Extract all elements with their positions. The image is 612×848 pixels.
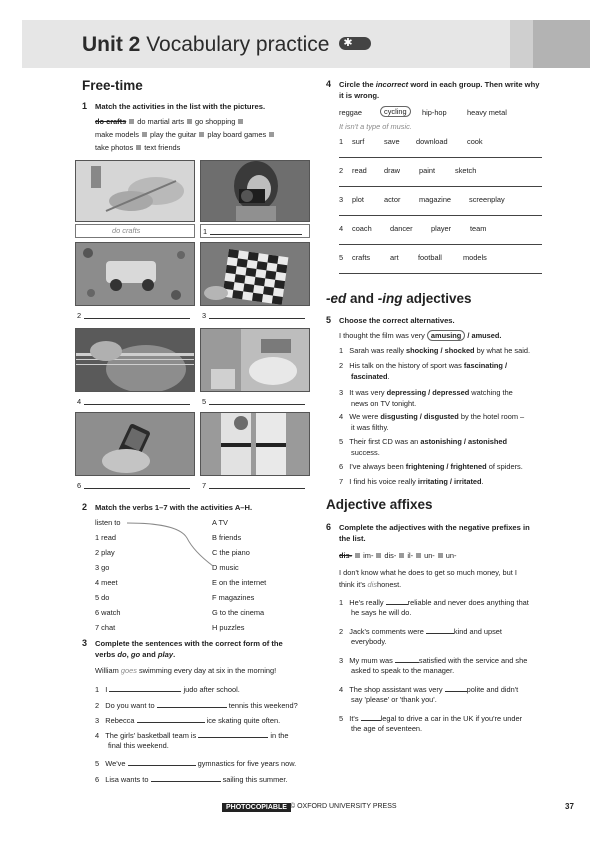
q5-item-7: 7 I find his voice really irritating / irritated. xyxy=(339,477,484,486)
verb-item: 3 go xyxy=(95,563,110,572)
caption-box-1 xyxy=(200,224,310,238)
answer-blank[interactable] xyxy=(198,729,268,738)
section-heading-affixes: Adjective affixes xyxy=(326,497,433,512)
answer-blank[interactable] xyxy=(151,773,221,782)
page-title: Unit 2 Vocabulary practice ✱ xyxy=(82,33,371,57)
q3-item-2: 2 Do you want to tennis this weekend? xyxy=(95,701,298,710)
answer-blank[interactable] xyxy=(137,714,205,723)
q4-example-word: reggae xyxy=(339,108,363,117)
q5-item-3-cont: news on TV tonight. xyxy=(351,399,417,408)
photo-take-photos xyxy=(200,160,310,222)
photo-board-games xyxy=(200,242,310,306)
answer-line-7[interactable] xyxy=(209,488,305,489)
q4-example-reason: It isn't a type of music. xyxy=(339,122,412,131)
q3-item-4-cont: final this weekend. xyxy=(108,741,169,750)
activity-item: B friends xyxy=(212,533,242,542)
q3-example: William goes swimming every day at six in the morning! xyxy=(95,666,277,675)
answer-blank[interactable] xyxy=(128,757,196,766)
answer-line-1[interactable] xyxy=(210,234,302,235)
q5-item-5-cont: success. xyxy=(351,448,380,457)
q4-example-word: heavy metal xyxy=(467,108,507,117)
q1-instruction: Match the activities in the list with the pictures. xyxy=(95,102,266,111)
q6-item-1-cont: he says he will do. xyxy=(351,608,412,617)
answer-blank[interactable] xyxy=(361,712,381,721)
copyright-text: © OXFORD UNIVERSITY PRESS xyxy=(290,803,397,810)
answer-line-5[interactable] xyxy=(209,404,305,405)
q5-item-4-cont: it was filthy. xyxy=(351,423,389,432)
caption-number-5: 5 xyxy=(202,397,207,406)
star-icon: ✱ xyxy=(339,37,371,50)
q1-number: 1 xyxy=(82,101,88,111)
verb-item: 5 do xyxy=(95,593,110,602)
q4-instruction-line1: Circle the incorrect word in each group. Then write why xyxy=(339,80,540,89)
q5-item-2: 2 His talk on the history of sport was fascinating / xyxy=(339,361,508,370)
caption-number-3: 3 xyxy=(202,311,207,320)
q3-item-3: 3 Rebecca ice skating quite often. xyxy=(95,716,281,725)
q3-number: 3 xyxy=(82,638,88,648)
q6-instruction-line1: Complete the adjectives with the negative prefixes in xyxy=(339,523,530,532)
q3-item-4: 4 The girls' basketball team is in the xyxy=(95,731,289,740)
q5-item-1: 1 Sarah was really shocking / shocked by what he said. xyxy=(339,346,531,355)
answer-blank[interactable] xyxy=(157,699,227,708)
q3-item-6: 6 Lisa wants to sailing this summer. xyxy=(95,775,288,784)
caption-number-6: 6 xyxy=(77,481,82,490)
photo-make-models xyxy=(75,242,195,306)
q6-number: 6 xyxy=(326,522,332,532)
answer-blank[interactable] xyxy=(426,625,454,634)
answer-blank[interactable] xyxy=(109,683,181,692)
q3-instruction-line1: Complete the sentences with the correct form of the xyxy=(95,639,283,648)
q4-answer-line-2[interactable] xyxy=(339,186,542,187)
q6-item-5-cont: the age of seventeen. xyxy=(351,724,423,733)
q5-item-5: 5 Their first CD was an astonishing / astonished xyxy=(339,437,508,446)
page-number: 37 xyxy=(565,802,574,811)
q1-word-list-line2: make models play the guitar play board games xyxy=(95,130,277,140)
q5-item-2-cont: fascinated. xyxy=(351,372,390,381)
answer-blank[interactable] xyxy=(395,654,419,663)
answer-line-6[interactable] xyxy=(84,488,190,489)
verb-item: 6 watch xyxy=(95,608,121,617)
activity-item: F magazines xyxy=(212,593,255,602)
q6-item-5: 5 It's legal to drive a car in the UK if you're under xyxy=(339,714,523,723)
photo-text-friends xyxy=(75,412,195,476)
q1-word-list-line1: do crafts do martial arts go shopping xyxy=(95,117,246,127)
q6-item-2-cont: everybody. xyxy=(351,637,387,646)
activity-item: E on the internet xyxy=(212,578,267,587)
caption-number-4: 4 xyxy=(77,397,82,406)
q5-example: I thought the film was very amusing / amused. xyxy=(339,331,502,340)
verb-item: 7 chat xyxy=(95,623,116,632)
q2-instruction: Match the verbs 1–7 with the activities A–H. xyxy=(95,503,253,512)
q4-number: 4 xyxy=(326,79,332,89)
activity-item: C the piano xyxy=(212,548,250,557)
q4-answer-line-1[interactable] xyxy=(339,157,542,158)
q1-word-list-line3: take photos text friends xyxy=(95,143,181,152)
q3-item-5: 5 We've gymnastics for five years now. xyxy=(95,759,297,768)
verb-item: listen to xyxy=(95,518,121,527)
answer-line-2[interactable] xyxy=(84,318,190,319)
q3-item-1: 1 I judo after school. xyxy=(95,685,240,694)
q5-number: 5 xyxy=(326,315,332,325)
caption-example: do crafts xyxy=(112,226,141,235)
caption-number-2: 2 xyxy=(77,311,82,320)
verb-item: 4 meet xyxy=(95,578,118,587)
verb-item: 1 read xyxy=(95,533,116,542)
activity-item: G to the cinema xyxy=(212,608,265,617)
q5-item-3: 3 It was very depressing / depressed watching the xyxy=(339,388,513,397)
q6-item-4: 4 The shop assistant was very polite and didn't xyxy=(339,685,519,694)
q6-instruction-line2: the list. xyxy=(339,534,366,543)
q4-answer-line-5[interactable] xyxy=(339,273,542,274)
q5-item-6: 6 I've always been frightening / frightened of spiders. xyxy=(339,462,523,471)
activity-item: H puzzles xyxy=(212,623,245,632)
q6-item-1: 1 He's really reliable and never does anything that xyxy=(339,598,529,607)
caption-number-1: 1 xyxy=(203,227,208,236)
q4-instruction-line2: it is wrong. xyxy=(339,91,380,100)
q4-answer-line-4[interactable] xyxy=(339,244,542,245)
q2-number: 2 xyxy=(82,502,88,512)
photocopiable-badge: PHOTOCOPIABLE xyxy=(222,803,291,812)
answer-blank[interactable] xyxy=(386,596,408,605)
q4-example-word: hip-hop xyxy=(422,108,447,117)
q6-item-4-cont: say 'please' or 'thank you'. xyxy=(351,695,437,704)
q5-item-4: 4 We were disgusting / disgusted by the hotel room – xyxy=(339,412,525,421)
section-heading-free-time: Free-time xyxy=(82,78,143,93)
photo-martial-arts xyxy=(200,412,310,476)
activity-item: A TV xyxy=(212,518,228,527)
q6-item-3-cont: asked to speak to the manager. xyxy=(351,666,455,675)
q3-instruction-line2: verbs do, go and play. xyxy=(95,650,176,659)
q5-instruction: Choose the correct alternatives. xyxy=(339,316,455,325)
q6-example-line2: think it's dishonest. xyxy=(339,580,402,589)
answer-blank[interactable] xyxy=(445,683,467,692)
q6-example-line1: I don't know what he does to get so much money, but I xyxy=(339,568,517,577)
activity-item: D music xyxy=(212,563,239,572)
q6-item-3: 3 My mum was satisfied with the service and she xyxy=(339,656,528,665)
q4-example-circled: cycling xyxy=(380,107,411,117)
header-accent xyxy=(533,20,590,68)
answer-line-3[interactable] xyxy=(209,318,305,319)
section-heading-ed-ing: -ed and -ing adjectives xyxy=(326,291,472,306)
example-match-line xyxy=(125,518,215,568)
photo-crafts xyxy=(75,160,195,222)
photo-shopping xyxy=(200,328,310,392)
verb-item: 2 play xyxy=(95,548,115,557)
q6-item-2: 2 Jack's comments were kind and upset xyxy=(339,627,502,636)
q6-prefix-list: dis- im- dis- il- un- un- xyxy=(339,551,457,560)
answer-line-4[interactable] xyxy=(84,404,190,405)
photo-guitar xyxy=(75,328,195,392)
q4-answer-line-3[interactable] xyxy=(339,215,542,216)
caption-number-7: 7 xyxy=(202,481,207,490)
